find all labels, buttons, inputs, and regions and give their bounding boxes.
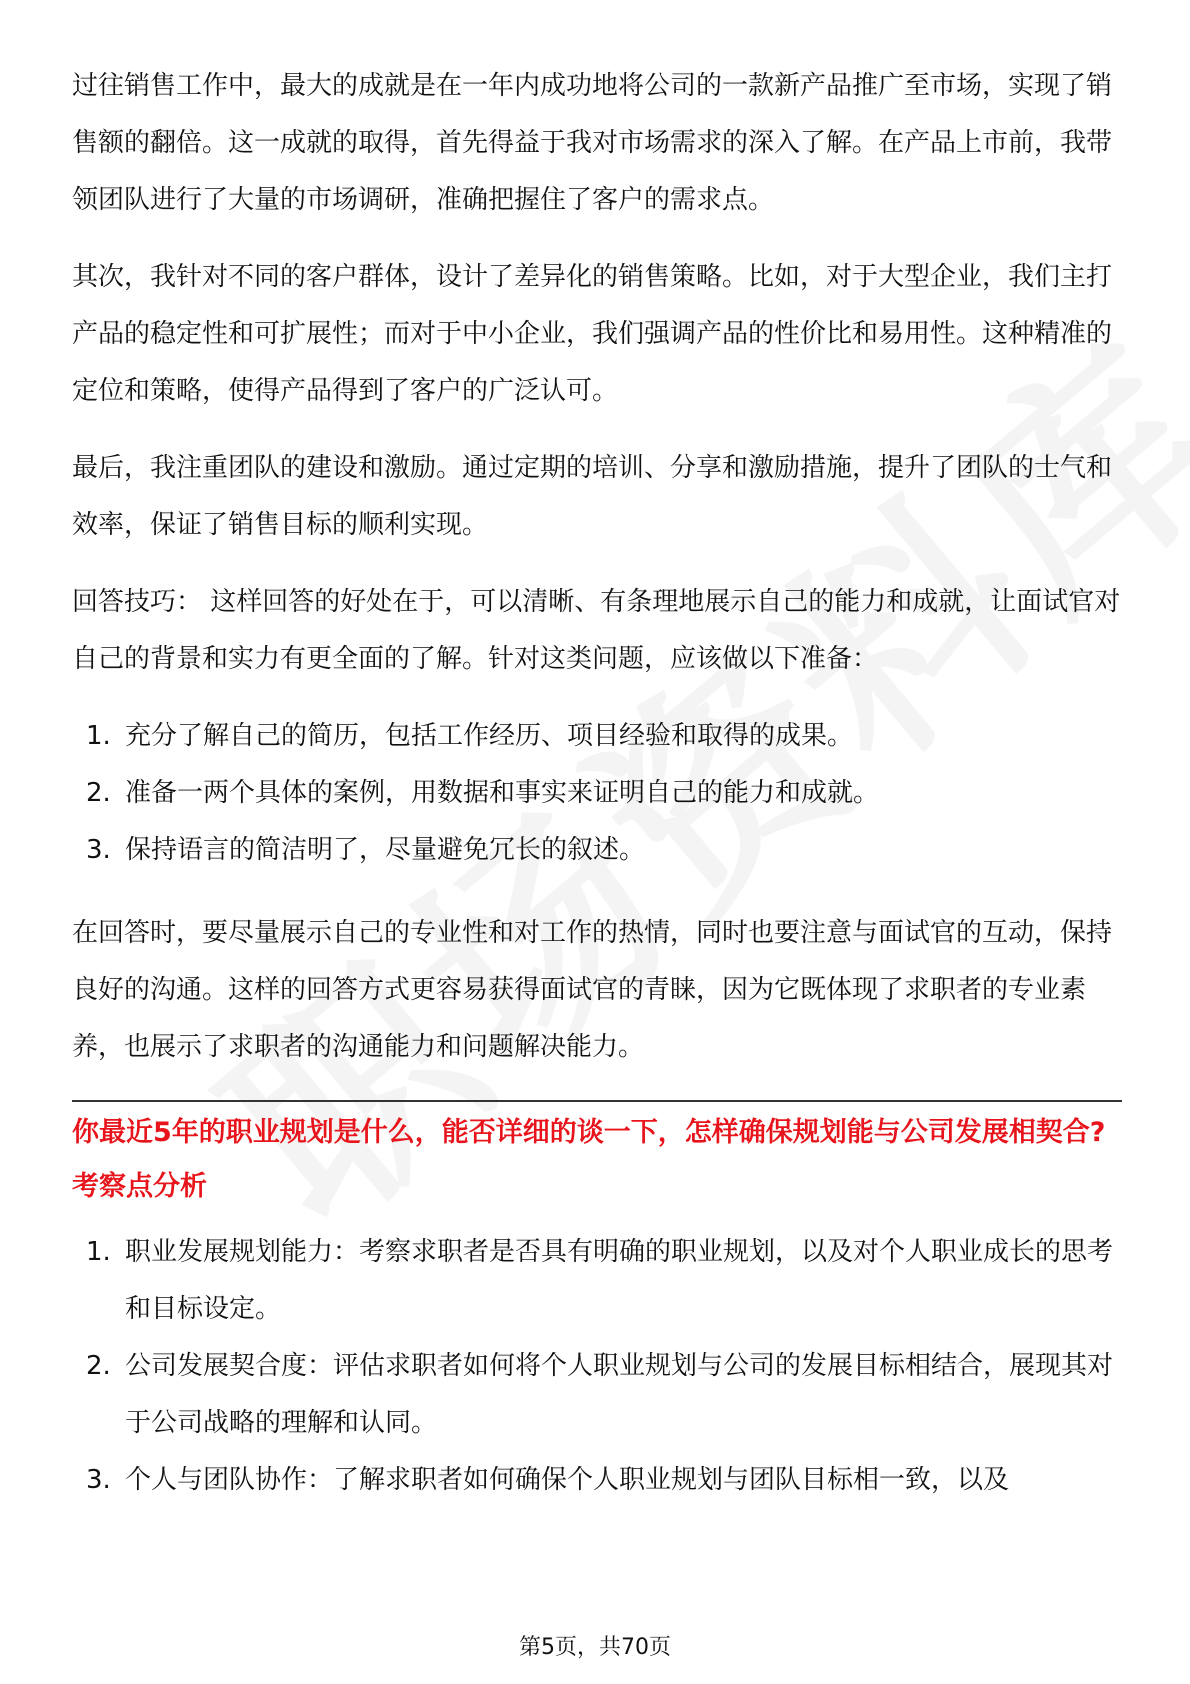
list-number: 1. — [86, 1237, 111, 1267]
paragraph-closing: 在回答时，要尽量展示自己的专业性和对工作的热情，同时也要注意与面试官的互动，保持良好的沟通。这样的回答方式更容易获得面试官的青睐，因为它既体现了求职者的专业素养，也展示了求职者的沟通能力和问题解决能力。 — [72, 918, 1113, 1062]
section-heading: 考察点分析 — [72, 1171, 207, 1202]
page-footer: 第5页，共70页 — [519, 1635, 671, 1660]
list-item-text: 充分了解自己的简历，包括工作经历、项目经验和取得的成果。 — [125, 721, 854, 751]
list-number: 3. — [86, 835, 111, 865]
list-number: 3. — [86, 1465, 111, 1495]
list-item — [72, 708, 1122, 765]
list-item — [72, 1338, 1122, 1452]
list-item-text: 准备一两个具体的案例，用数据和事实来证明自己的能力和成就。 — [125, 778, 880, 808]
question-heading: 你最近5年的职业规划是什么，能否详细的谈一下，怎样确保规划能与公司发展相契合? — [72, 1117, 1106, 1148]
list-item-text: 公司发展契合度：评估求职者如何将个人职业规划与公司的发展目标相结合，展现其对于公司战略的理解和认同。 — [125, 1351, 1114, 1438]
paragraph-answer-tips: 回答技巧： 这样回答的好处在于，可以清晰、有条理地展示自己的能力和成就，让面试官对自己的背景和实力有更全面的了解。针对这类问题，应该做以下准备： — [72, 587, 1121, 674]
list-number: 1. — [86, 721, 111, 751]
paragraph-team: 最后，我注重团队的建设和激励。通过定期的培训、分享和激励措施，提升了团队的士气和效率，保证了销售目标的顺利实现。 — [72, 453, 1113, 540]
list-item-text: 职业发展规划能力：考察求职者是否具有明确的职业规划，以及对个人职业成长的思考和目标设定。 — [125, 1237, 1114, 1324]
list-item — [72, 765, 1122, 822]
analysis-list — [72, 1224, 1122, 1509]
document-body — [72, 58, 1122, 1535]
list-number: 2. — [86, 1351, 111, 1381]
prep-list — [72, 708, 1122, 879]
list-item-text: 个人与团队协作：了解求职者如何确保个人职业规划与团队目标相一致，以及 — [125, 1465, 1010, 1495]
paragraph-achievement: 过往销售工作中，最大的成就是在一年内成功地将公司的一款新产品推广至市场，实现了销售额的翻倍。这一成就的取得，首先得益于我对市场需求的深入了解。在产品上市前，我带领团队进行了大量的市场调研，准确把握住了客户的需求点。 — [72, 71, 1113, 215]
list-number: 2. — [86, 778, 111, 808]
paragraph-strategy: 其次，我针对不同的客户群体，设计了差异化的销售策略。比如，对于大型企业，我们主打产品的稳定性和可扩展性；而对于中小企业，我们强调产品的性价比和易用性。这种精准的定位和策略，使得产品得到了客户的广泛认可。 — [72, 262, 1113, 406]
list-item-text: 保持语言的简洁明了，尽量避免冗长的叙述。 — [125, 835, 646, 865]
list-item — [72, 1452, 1122, 1509]
list-item — [72, 1224, 1122, 1338]
section-divider — [72, 1100, 1122, 1102]
list-item — [72, 822, 1122, 879]
